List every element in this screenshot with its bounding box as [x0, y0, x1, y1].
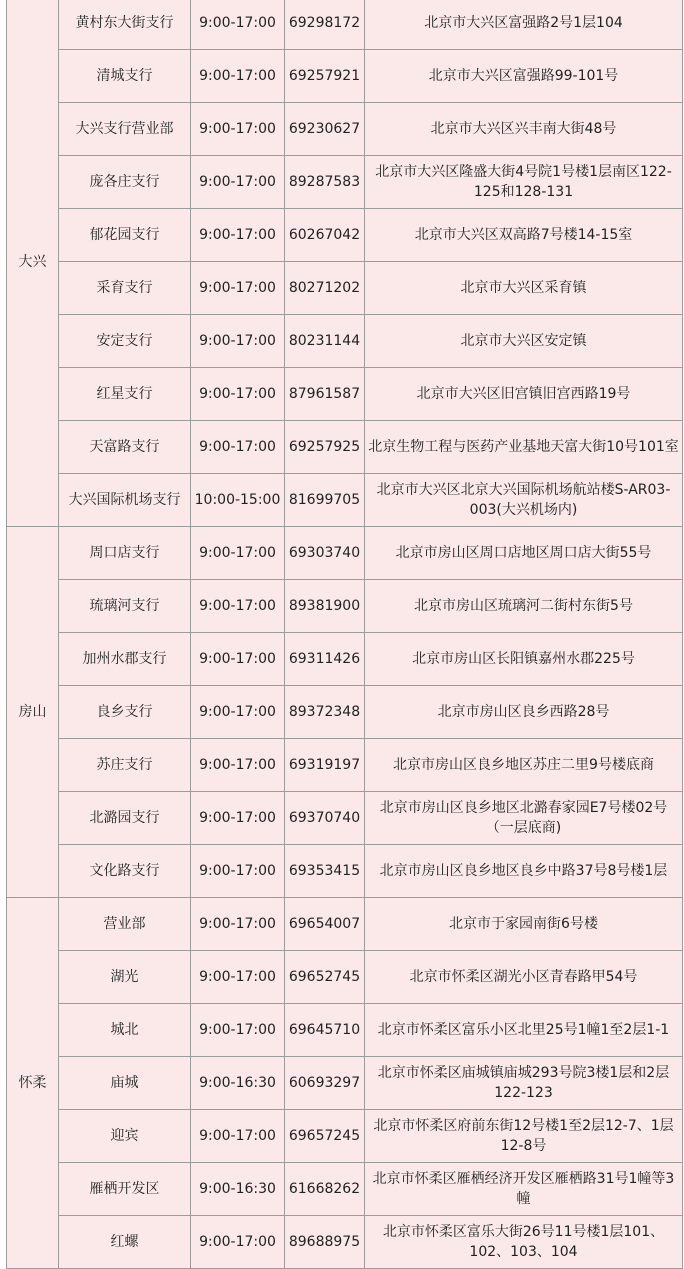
district-cell: 房山: [7, 527, 59, 898]
phone-number-cell: 89381900: [285, 580, 365, 633]
branch-name-cell: 文化路支行: [59, 845, 191, 898]
business-hours-cell: 9:00-17:00: [191, 792, 285, 845]
business-hours-cell: 9:00-17:00: [191, 315, 285, 368]
business-hours-cell: 9:00-17:00: [191, 739, 285, 792]
table-row: [7, 50, 683, 103]
business-hours-cell: 9:00-16:30: [191, 1163, 285, 1216]
branch-name-cell: 郁花园支行: [59, 209, 191, 262]
business-hours-cell: 9:00-17:00: [191, 368, 285, 421]
table-row: [7, 1004, 683, 1057]
phone-number-cell: 80271202: [285, 262, 365, 315]
phone-number-cell: 69319197: [285, 739, 365, 792]
table-row: [7, 209, 683, 262]
table-row: [7, 633, 683, 686]
branch-name-cell: 迎宾: [59, 1110, 191, 1163]
table-row: [7, 527, 683, 580]
table-row: [7, 103, 683, 156]
phone-number-cell: 69645710: [285, 1004, 365, 1057]
table-row: [7, 1216, 683, 1269]
table-row: [7, 1110, 683, 1163]
branch-name-cell: 红星支行: [59, 368, 191, 421]
business-hours-cell: 9:00-17:00: [191, 898, 285, 951]
table-row: [7, 1163, 683, 1216]
address-cell: 北京生物工程与医药产业基地天富大街10号101室: [365, 421, 683, 474]
table-row: [7, 739, 683, 792]
branch-name-cell: 庞各庄支行: [59, 156, 191, 209]
phone-number-cell: 69257921: [285, 50, 365, 103]
table-row: [7, 421, 683, 474]
address-cell: 北京市房山区良乡地区北潞春家园E7号楼02号（一层底商): [365, 792, 683, 845]
address-cell: 北京市房山区良乡地区苏庄二里9号楼底商: [365, 739, 683, 792]
table-row: [7, 898, 683, 951]
business-hours-cell: 9:00-17:00: [191, 262, 285, 315]
phone-number-cell: 89372348: [285, 686, 365, 739]
branch-name-cell: 加州水郡支行: [59, 633, 191, 686]
phone-number-cell: 69298172: [285, 0, 365, 50]
address-cell: 北京市于家园南街6号楼: [365, 898, 683, 951]
table-row: [7, 845, 683, 898]
business-hours-cell: 9:00-17:00: [191, 580, 285, 633]
address-cell: 北京市房山区良乡西路28号: [365, 686, 683, 739]
branch-name-cell: 琉璃河支行: [59, 580, 191, 633]
table-row: [7, 368, 683, 421]
address-cell: 北京市大兴区隆盛大街4号院1号楼1层南区122-125和128-131: [365, 156, 683, 209]
address-cell: 北京市怀柔区府前东街12号楼1至2层12-7、1层12-8号: [365, 1110, 683, 1163]
address-cell: 北京市大兴区采育镇: [365, 262, 683, 315]
address-cell: 北京市大兴区富强路2号1层104: [365, 0, 683, 50]
table-row: [7, 156, 683, 209]
address-cell: 北京市大兴区富强路99-101号: [365, 50, 683, 103]
phone-number-cell: 60693297: [285, 1057, 365, 1110]
business-hours-cell: 9:00-17:00: [191, 50, 285, 103]
address-cell: 北京市大兴区兴丰南大街48号: [365, 103, 683, 156]
phone-number-cell: 81699705: [285, 474, 365, 527]
address-cell: 北京市房山区长阳镇嘉州水郡225号: [365, 633, 683, 686]
business-hours-cell: 9:00-17:00: [191, 0, 285, 50]
address-cell: 北京市大兴区安定镇: [365, 315, 683, 368]
business-hours-cell: 9:00-17:00: [191, 686, 285, 739]
phone-number-cell: 69303740: [285, 527, 365, 580]
address-cell: 北京市房山区琉璃河二街村东街5号: [365, 580, 683, 633]
address-cell: 北京市大兴区旧宫镇旧宫西路19号: [365, 368, 683, 421]
address-cell: 北京市怀柔区湖光小区青春路甲54号: [365, 951, 683, 1004]
branch-name-cell: 庙城: [59, 1057, 191, 1110]
branch-name-cell: 黄村东大街支行: [59, 0, 191, 50]
branch-name-cell: 天富路支行: [59, 421, 191, 474]
business-hours-cell: 9:00-17:00: [191, 1004, 285, 1057]
address-cell: 北京市房山区良乡地区良乡中路37号8号楼1层: [365, 845, 683, 898]
phone-number-cell: 87961587: [285, 368, 365, 421]
branch-name-cell: 周口店支行: [59, 527, 191, 580]
branch-name-cell: 良乡支行: [59, 686, 191, 739]
phone-number-cell: 69230627: [285, 103, 365, 156]
phone-number-cell: 69657245: [285, 1110, 365, 1163]
phone-number-cell: 61668262: [285, 1163, 365, 1216]
district-cell: 大兴: [7, 0, 59, 527]
table-row: [7, 792, 683, 845]
branch-name-cell: 大兴国际机场支行: [59, 474, 191, 527]
phone-number-cell: 60267042: [285, 209, 365, 262]
address-cell: 北京市怀柔区富乐大街26号11号楼1层101、102、103、104: [365, 1216, 683, 1269]
branch-name-cell: 安定支行: [59, 315, 191, 368]
business-hours-cell: 9:00-17:00: [191, 633, 285, 686]
phone-number-cell: 89688975: [285, 1216, 365, 1269]
address-cell: 北京市怀柔区富乐小区北里25号1幢1至2层1-1: [365, 1004, 683, 1057]
district-cell: 怀柔: [7, 898, 59, 1269]
branch-table: [6, 0, 683, 1269]
business-hours-cell: 9:00-17:00: [191, 156, 285, 209]
phone-number-cell: 69370740: [285, 792, 365, 845]
business-hours-cell: 9:00-17:00: [191, 527, 285, 580]
address-cell: 北京市房山区周口店地区周口店大街55号: [365, 527, 683, 580]
phone-number-cell: 69654007: [285, 898, 365, 951]
branch-name-cell: 大兴支行营业部: [59, 103, 191, 156]
table-row: [7, 951, 683, 1004]
branch-name-cell: 城北: [59, 1004, 191, 1057]
phone-number-cell: 80231144: [285, 315, 365, 368]
phone-number-cell: 69311426: [285, 633, 365, 686]
branch-name-cell: 营业部: [59, 898, 191, 951]
branch-name-cell: 雁栖开发区: [59, 1163, 191, 1216]
business-hours-cell: 9:00-17:00: [191, 209, 285, 262]
phone-number-cell: 69257925: [285, 421, 365, 474]
table-row: [7, 0, 683, 50]
business-hours-cell: 9:00-17:00: [191, 951, 285, 1004]
business-hours-cell: 9:00-17:00: [191, 1110, 285, 1163]
branch-name-cell: 北潞园支行: [59, 792, 191, 845]
phone-number-cell: 69353415: [285, 845, 365, 898]
branch-name-cell: 红螺: [59, 1216, 191, 1269]
business-hours-cell: 9:00-17:00: [191, 1216, 285, 1269]
address-cell: 北京市大兴区北京大兴国际机场航站楼S-AR03-003(大兴机场内): [365, 474, 683, 527]
table-row: [7, 474, 683, 527]
branch-name-cell: 湖光: [59, 951, 191, 1004]
phone-number-cell: 69652745: [285, 951, 365, 1004]
address-cell: 北京市怀柔区庙城镇庙城293号院3楼1层和2层122-123: [365, 1057, 683, 1110]
business-hours-cell: 9:00-17:00: [191, 845, 285, 898]
table-row: [7, 1057, 683, 1110]
address-cell: 北京市大兴区双高路7号楼14-15室: [365, 209, 683, 262]
phone-number-cell: 89287583: [285, 156, 365, 209]
branch-name-cell: 清城支行: [59, 50, 191, 103]
table-row: [7, 315, 683, 368]
business-hours-cell: 9:00-17:00: [191, 421, 285, 474]
table-row: [7, 262, 683, 315]
business-hours-cell: 9:00-17:00: [191, 103, 285, 156]
business-hours-cell: 10:00-15:00: [191, 474, 285, 527]
branch-name-cell: 苏庄支行: [59, 739, 191, 792]
table-row: [7, 686, 683, 739]
branch-name-cell: 采育支行: [59, 262, 191, 315]
business-hours-cell: 9:00-16:30: [191, 1057, 285, 1110]
address-cell: 北京市怀柔区雁栖经济开发区雁栖路31号1幢等3幢: [365, 1163, 683, 1216]
table-row: [7, 580, 683, 633]
